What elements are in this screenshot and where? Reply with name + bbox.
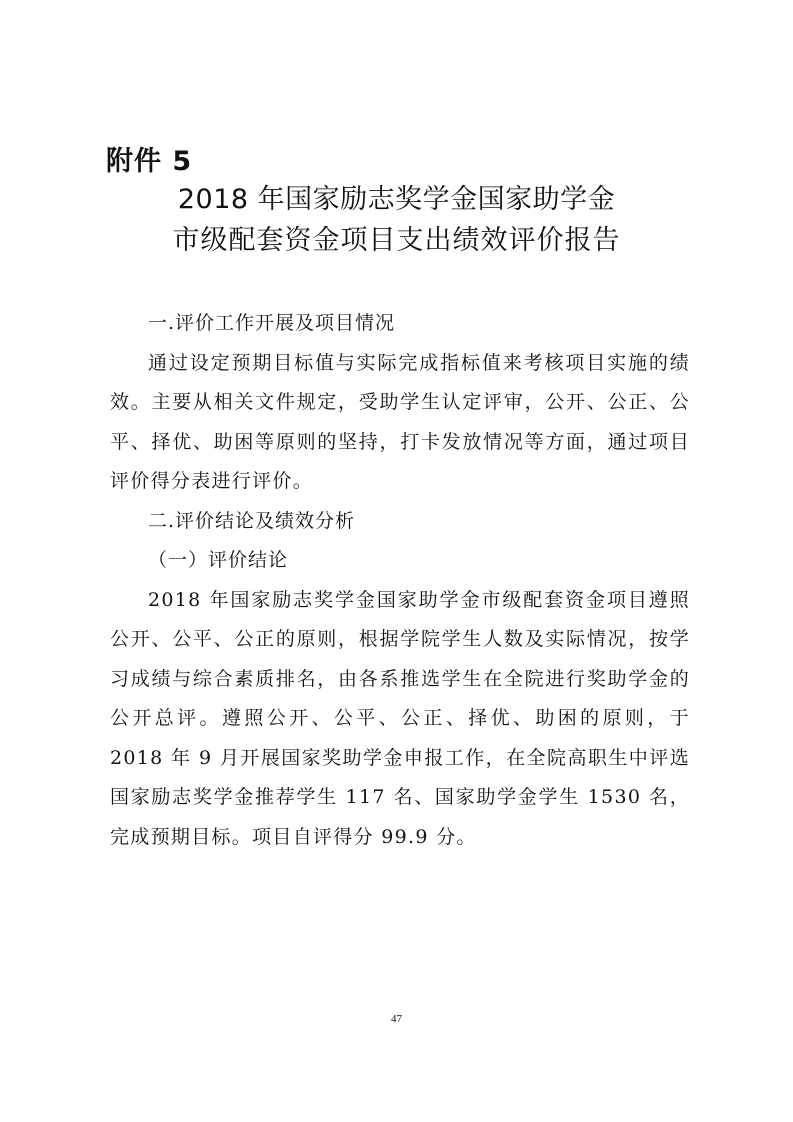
section-1-heading: 一.评价工作开展及项目情况	[148, 312, 396, 334]
report-title-line-1: 2018 年国家励志奖学金国家助学金	[177, 184, 616, 215]
report-body	[110, 304, 690, 857]
subsection-1-paragraph: 2018 年国家励志奖学金国家助学金市级配套资金项目遵照公开、公平、公正的原则，根据学院学生人数及实际情况，按学习成绩与综合素质排名，由各系推选学生在全院进行奖助学金的公开总评。遵照公开、公平、公正、择优、助困的原则，于 2018 年 9 月开展国家奖助学金申报工作，在全院高职生中评选国家励志奖学金推荐学生 117 名、国家助学金学生 1530 名，完成预期目标。项目自评得分 99.9 分。	[110, 588, 690, 848]
report-title-line-2: 市级配套资金项目支出绩效评价报告	[172, 225, 621, 256]
page-number: 47	[391, 1013, 402, 1025]
section-2-heading: 二.评价结论及绩效分析	[148, 509, 356, 532]
attachment-label: 附件 5	[106, 146, 193, 177]
subsection-1-heading: （一）评价结论	[148, 549, 289, 571]
section-1-paragraph: 通过设定预期目标值与实际完成指标值来考核项目实施的绩效。主要从相关文件规定，受助学生认定评审，公开、公正、公平、择优、助困等原则的坚持，打卡发放情况等方面，通过项目评价得分表进行评价。	[110, 351, 690, 492]
